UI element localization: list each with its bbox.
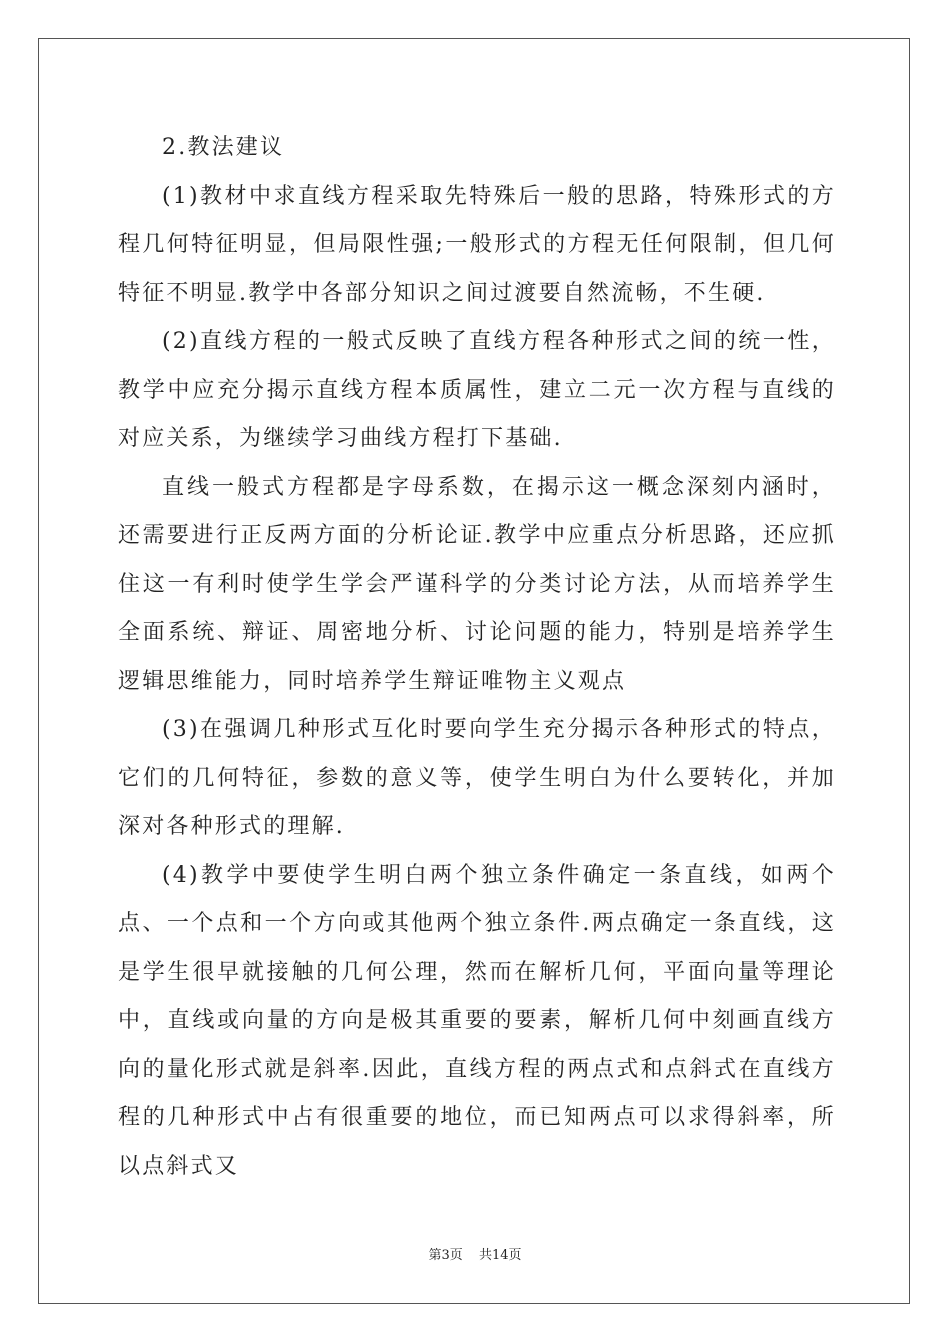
page-footer [0, 1244, 950, 1263]
page-total: 共14页 [478, 1248, 522, 1263]
paragraph-1: (1)教材中求直线方程采取先特殊后一般的思路，特殊形式的方程几何特征明显，但局限性强;一般形式的方程无任何限制，但几何特征不明显.教学中各部分知识之间过渡要自然流畅，不生硬. [118, 183, 836, 306]
document-body [118, 124, 836, 1191]
section-heading: 2.教法建议 [162, 135, 285, 160]
paragraph-5: (4)教学中要使学生明白两个独立条件确定一条直线，如两个点、一个点和一个方向或其他两个独立条件.两点确定一条直线，这是学生很早就接触的几何公理，然而在解析几何，平面向量等理论中，直线或向量的方向是极其重要的要素，解析几何中刻画直线方向的量化形式就是斜率.因此，直线方程的两点式和点斜式在直线方程的几种形式中占有很重要的地位，而已知两点可以求得斜率，所以点斜式又 [118, 862, 836, 1179]
paragraph-3: 直线一般式方程都是字母系数，在揭示这一概念深刻内涵时，还需要进行正反两方面的分析论证.教学中应重点分析思路，还应抓住这一有利时使学生学会严谨科学的分类讨论方法，从而培养学生全面系统、辩证、周密地分析、讨论问题的能力，特别是培养学生逻辑思维能力，同时培养学生辩证唯物主义观点 [118, 474, 836, 694]
paragraph-4: (3)在强调几种形式互化时要向学生充分揭示各种形式的特点，它们的几何特征，参数的意义等，使学生明白为什么要转化，并加深对各种形式的理解. [118, 717, 836, 839]
paragraph-2: (2)直线方程的一般式反映了直线方程各种形式之间的统一性，教学中应充分揭示直线方程本质属性，建立二元一次方程与直线的对应关系，为继续学习曲线方程打下基础. [118, 329, 836, 451]
page-number: 第3页 [428, 1248, 463, 1263]
